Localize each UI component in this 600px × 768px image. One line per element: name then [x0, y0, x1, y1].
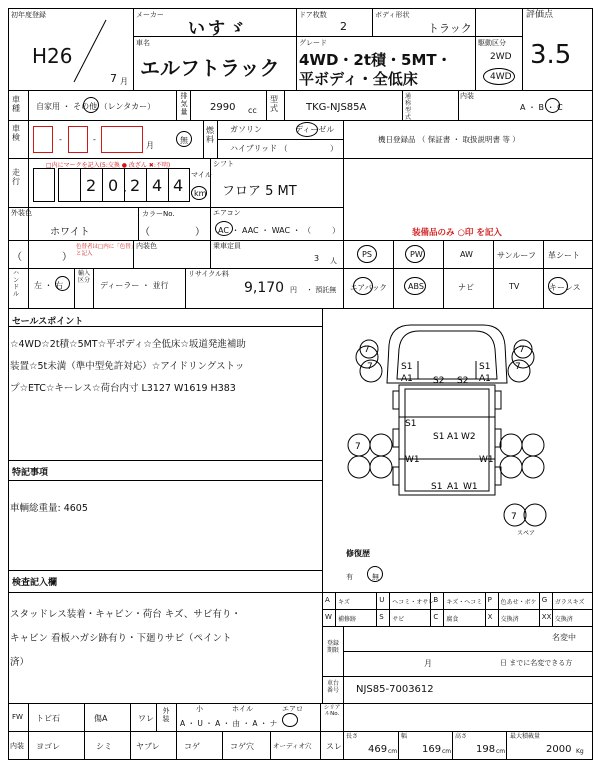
model-value: エルフトラック	[140, 56, 280, 80]
diagram-label: A1	[401, 374, 413, 384]
recycle-value: 9,170	[244, 280, 285, 296]
length-label: 長さ	[346, 733, 359, 740]
equip-sunroof: サンルーフ	[497, 251, 536, 260]
capacity-label: 乗車定員	[213, 242, 241, 250]
equip-title: 装備品のみ ○印 を記入	[412, 228, 502, 238]
load-unit: Kg	[576, 748, 584, 755]
diagram-label: W1	[405, 455, 420, 465]
legend-key: G	[541, 596, 548, 604]
mileage-digit-3: 2	[130, 176, 141, 195]
equip-pw: PW	[410, 250, 423, 259]
equip-airbag: エアバック	[350, 283, 387, 292]
repair-title: 修復歴	[346, 549, 370, 558]
import-value: ディーラー ・ 並行	[100, 281, 169, 290]
mileage-digit-1: 2	[86, 176, 97, 195]
usage-value: 自家用 ・ その他 （レンタカー）	[36, 102, 156, 111]
diagram-label: 7	[515, 362, 521, 372]
special-title: 特記事項	[12, 468, 49, 478]
grade-line2: 平ボディ・全低床	[299, 70, 418, 88]
model-label: 車名	[136, 39, 150, 47]
inspection-note-1: スタッドレス装着・キャビン・荷台 キズ、サビ有り・	[10, 609, 241, 620]
bottom-r2-6: スレ	[326, 742, 342, 751]
handle-label: ハンドル	[12, 270, 19, 298]
recycle-yen: 円	[290, 286, 297, 294]
sales-line-2: 装置☆5t未満（準中型免許対応）☆アイドリングストッ	[10, 361, 245, 372]
equip-keyless: キーレス	[549, 283, 581, 292]
type-label: 型式	[270, 95, 278, 113]
bottom-r2-2: ヤブレ	[136, 742, 160, 751]
diagram-label: A1	[447, 482, 459, 492]
ac-label: エアコン	[213, 209, 241, 217]
bottom-r2-1: シミ	[96, 742, 112, 751]
interior-group-label: 内装	[10, 742, 24, 750]
cc-unit: cc	[248, 106, 257, 115]
reg-label: 登録期限	[326, 640, 339, 654]
sales-title: セールスポイント	[12, 317, 84, 327]
shift-value: フロア 5 MT	[222, 184, 297, 199]
exterior-label: 外装色	[11, 209, 32, 217]
inspection-note-2: キャビン 看板ハガシ跡有り・下廻りサビ（ペイント	[10, 633, 232, 644]
height-label: 高さ	[455, 733, 468, 740]
bottom-r1-0: トビ石	[36, 714, 60, 723]
load-value: 2000	[546, 744, 572, 755]
spare-label: スペア	[517, 530, 536, 537]
reg-deadline: 日 までに名変できる方	[500, 659, 573, 667]
grade-label: グレード	[299, 39, 327, 47]
width-label: 幅	[401, 733, 408, 740]
insp-month: 月	[146, 141, 154, 150]
width-value: 169	[422, 744, 442, 755]
legend-value: 腐食	[446, 616, 459, 623]
capacity-unit: 人	[330, 257, 337, 265]
legend-key: S	[379, 613, 384, 621]
legend-key: P	[487, 596, 492, 604]
score-value: 3.5	[530, 40, 572, 70]
type-code: TKG-NJS85A	[306, 102, 367, 113]
legend-key: A	[325, 596, 330, 604]
fuel-diesel: ディーゼル	[295, 125, 335, 134]
inspection-notes-title: 検査記入欄	[12, 578, 58, 588]
vehicle-diagram	[323, 309, 593, 539]
diagram-label: 7	[364, 345, 370, 355]
width-unit: cm	[442, 748, 452, 755]
legend-key: XX	[541, 613, 552, 621]
inspection-note-3: 済）	[10, 657, 30, 668]
first-reg-month: 7	[110, 72, 117, 85]
equip-navi: ナビ	[458, 283, 474, 292]
bottom-r1-1: 傷A	[94, 714, 108, 723]
bottom-wheel-opts: A ・ U ・ A ・ 由 ・ A ・ ナ	[180, 719, 278, 728]
first-reg-month-unit: 月	[120, 77, 128, 86]
fuel-label: 燃料	[206, 126, 214, 144]
usage-label: 車種	[12, 95, 20, 113]
diagram-label: S2	[433, 376, 445, 386]
diagram-label: W1	[479, 455, 494, 465]
drive-4wd-circle	[483, 68, 515, 85]
diagram-label: W2	[461, 432, 476, 442]
reg-month: 月	[424, 659, 432, 668]
bottom-r1-2: ワレ	[138, 714, 154, 723]
diagram-label: 7	[511, 512, 517, 522]
diagram-label: 7	[367, 362, 373, 372]
displacement-value: 2990	[210, 102, 236, 113]
equip-abs: ABS	[408, 282, 424, 291]
diagram-label: S1	[405, 419, 417, 429]
shift-label: シフト	[213, 160, 234, 168]
first-reg-label: 初年度登録	[11, 11, 46, 19]
maker-label: メーカー	[136, 11, 164, 19]
equip-leather: 革シート	[548, 251, 580, 260]
vin-value: NJS85-7003612	[356, 684, 434, 695]
color-change-note: 色替者は□内に「色替」と記入	[76, 244, 134, 257]
mileage-label: 走行	[12, 168, 20, 186]
body-label: ボディ形状	[375, 11, 410, 19]
fw-label: FW	[12, 713, 23, 721]
inspection-label: 車検	[12, 124, 20, 142]
vin-label: 車台番号	[326, 680, 339, 694]
color-no-label: カラーNo.	[142, 210, 175, 218]
disp-label: 排気量	[180, 92, 188, 116]
bottom-r2-5: オーディオ穴	[273, 742, 312, 750]
diagram-label: A1	[447, 432, 459, 442]
bottom-r2-0: ヨゴレ	[36, 742, 60, 751]
diagram-label: W1	[463, 482, 478, 492]
maker-value: いすゞ	[188, 19, 248, 39]
exterior-value: ホワイト	[50, 227, 90, 238]
diagram-label: 7	[519, 345, 525, 355]
bottom-wheel: ホイル	[232, 705, 253, 713]
legend-value: サビ	[392, 616, 405, 623]
legend-value: 交換済	[500, 616, 519, 623]
diagram-label: S2	[457, 376, 469, 386]
docs-text: 機日登録品 （ 保証書 ・ 取扱説明書 等 ）	[378, 135, 520, 144]
ac-value: AC ・ AAC ・ WAC ・ （	[218, 226, 312, 235]
legend-value: ヘコミ・オサレ	[392, 599, 435, 606]
sales-line-1: ☆4WD☆2t積☆5MT☆平ボディ☆全低床☆坂道発進補助	[10, 339, 246, 350]
bottom-r2-4: コゲ穴	[230, 742, 254, 751]
recycle-label: リサイクル料	[188, 270, 230, 278]
mileage-note: □内にマークを記入(5:交換 ● 改ざん ✖:不明)	[46, 162, 171, 169]
load-label: 最大積載量	[510, 733, 541, 740]
color-no-close: ）	[195, 227, 205, 238]
bottom-small: 小	[196, 705, 203, 713]
legend-value: 補修跡	[338, 616, 357, 623]
legend-value: 交換済	[554, 616, 573, 623]
body-value: トラック	[428, 22, 472, 35]
legend-key: U	[379, 596, 385, 604]
insp-none: 無	[180, 136, 188, 145]
diagram-label: S1	[431, 482, 443, 492]
doors-value: 2	[340, 20, 347, 33]
serial-label: シリアルNo.	[323, 705, 341, 717]
drive-2wd: 2WD	[490, 52, 512, 62]
fuel-hybrid-close: ）	[330, 144, 338, 153]
equip-ps: PS	[362, 250, 372, 259]
exterior-group-label: 外装	[162, 707, 170, 723]
drive-label: 駆動区分	[478, 39, 506, 47]
handle-value: 左 ・ 右	[34, 281, 64, 290]
first-reg-year: H26	[32, 44, 73, 68]
mileage-digit-5: 4	[173, 176, 184, 195]
trans-label: 通称型式	[404, 93, 411, 121]
legend-key: C	[433, 613, 439, 621]
fuel-gasoline: ガソリン	[230, 125, 262, 134]
interior-grades: A ・ B ・ C	[520, 103, 563, 112]
interior-paren-close: ）	[62, 252, 72, 263]
drive-4wd: 4WD	[490, 72, 512, 82]
legend-key: X	[487, 613, 493, 621]
fuel-hybrid: ハイブリッド （	[230, 144, 288, 153]
length-unit: cm	[388, 748, 398, 755]
legend-key: B	[433, 596, 439, 604]
repair-ari: 有	[346, 573, 353, 581]
diagram-label: A1	[479, 374, 491, 384]
ac-close: ）	[332, 226, 340, 235]
mileage-digit-4: 4	[152, 176, 163, 195]
mileage-digit-2: 0	[108, 176, 119, 195]
diagram-label: S1	[433, 432, 445, 442]
slash-mark	[70, 18, 110, 84]
insp-dash2: -	[93, 135, 96, 144]
interior-color-label: 内装色	[136, 242, 157, 250]
interior-label: 内装	[460, 92, 474, 100]
import-label: 輸入区分	[77, 270, 90, 284]
height-unit: cm	[496, 748, 506, 755]
name-change: 名変中	[552, 633, 576, 642]
diagram-label: S1	[479, 362, 491, 372]
legend-key: W	[325, 613, 332, 621]
capacity-value: 3	[314, 254, 320, 263]
mileage-km: km	[194, 189, 207, 198]
diagram-label: S1	[401, 362, 413, 372]
insp-dash1: -	[59, 135, 62, 144]
length-value: 469	[368, 744, 388, 755]
score-label: 評価点	[526, 10, 554, 20]
recycle-deposit: ・ 預託無	[306, 286, 337, 294]
bottom-r2-3: コゲ	[184, 742, 200, 751]
interior-paren-open: （	[12, 252, 22, 263]
legend-value: 色あせ・ボケ	[500, 599, 537, 606]
legend-value: ガラスキズ	[554, 599, 585, 606]
repair-nashi: 無	[372, 573, 379, 581]
bottom-aero: エアロ	[282, 705, 303, 713]
sales-line-3: プ☆ETC☆キーレス☆荷台内寸 L3127 W1619 H383	[10, 383, 236, 394]
doors-label: ドア枚数	[299, 11, 327, 19]
color-no-open: （	[140, 227, 150, 238]
equip-aw: AW	[460, 250, 473, 259]
legend-value: キズ・ヘコミ	[446, 599, 483, 606]
equip-tv: TV	[509, 282, 520, 291]
diagram-label: 7	[355, 442, 361, 452]
special-text: 車輌総重量: 4605	[10, 503, 88, 514]
grade-line1: 4WD・2t積・5MT・	[299, 51, 452, 69]
height-value: 198	[476, 744, 496, 755]
legend-value: キズ	[338, 599, 350, 606]
mileage-mile: マイル	[191, 171, 212, 179]
